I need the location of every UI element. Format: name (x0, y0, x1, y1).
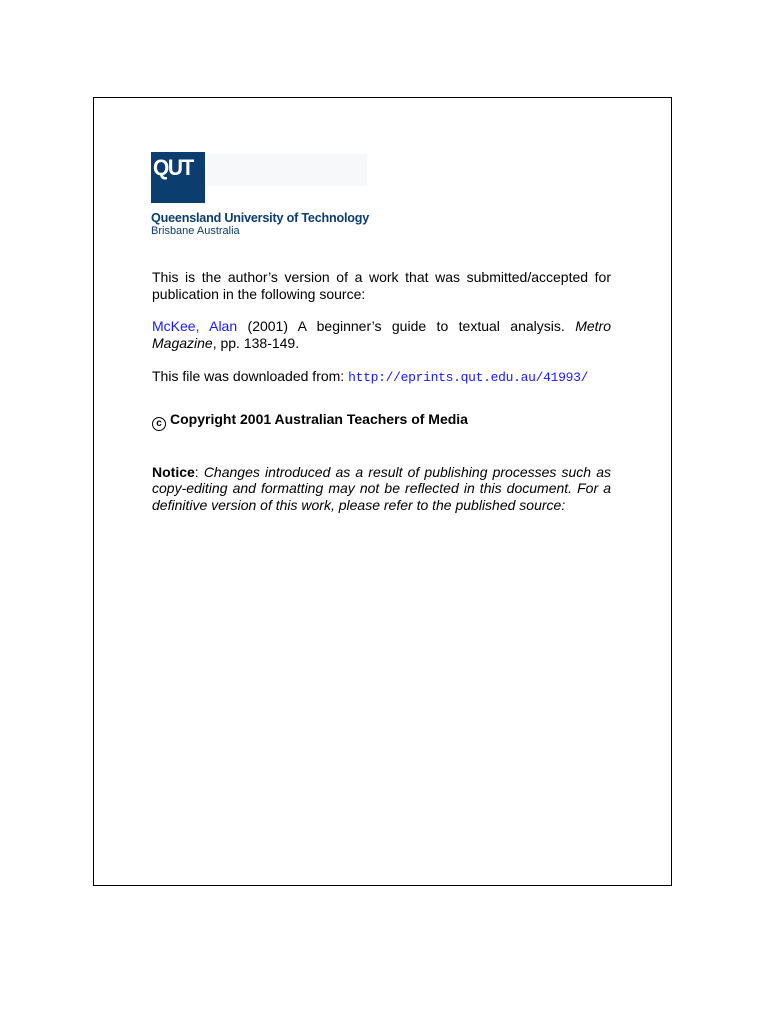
journal-title: Metro Magazine (152, 318, 611, 351)
intro-paragraph: This is the author’s version of a work that was submitted/accepted for publication in the following source: (152, 269, 611, 302)
cover-content (152, 269, 611, 513)
copyright-text: Copyright 2001 Australian Teachers of Media (170, 410, 468, 427)
qut-logo-text: QUT (153, 155, 193, 180)
copyright-icon: c (152, 417, 166, 431)
qut-logo-mark (151, 152, 205, 203)
university-name: Queensland University of Technology (151, 211, 370, 225)
author-link[interactable]: McKee, Alan (152, 318, 238, 334)
citation-paragraph (152, 318, 611, 351)
logo-background-band (207, 154, 367, 186)
citation-details: (2001) A beginner’s guide to textual analysis. (237, 318, 576, 334)
notice-text: Changes introduced as a result of publishing processes such as copy-editing and formatting may not be reflected in this document. For a definitive version of this work, please refer to the published source: (152, 463, 612, 513)
eprints-url-link[interactable]: http://eprints.qut.edu.au/41993/ (348, 370, 589, 385)
download-label: This file was downloaded from: (152, 368, 349, 384)
university-logo[interactable] (151, 152, 391, 242)
notice-separator: : (194, 463, 204, 480)
download-paragraph (152, 368, 611, 387)
notice-paragraph (152, 464, 611, 514)
university-location: Brisbane Australia (151, 225, 240, 237)
copyright-line (152, 411, 611, 431)
citation-pages: , pp. 138-149. (212, 334, 300, 351)
notice-label: Notice (152, 463, 195, 480)
